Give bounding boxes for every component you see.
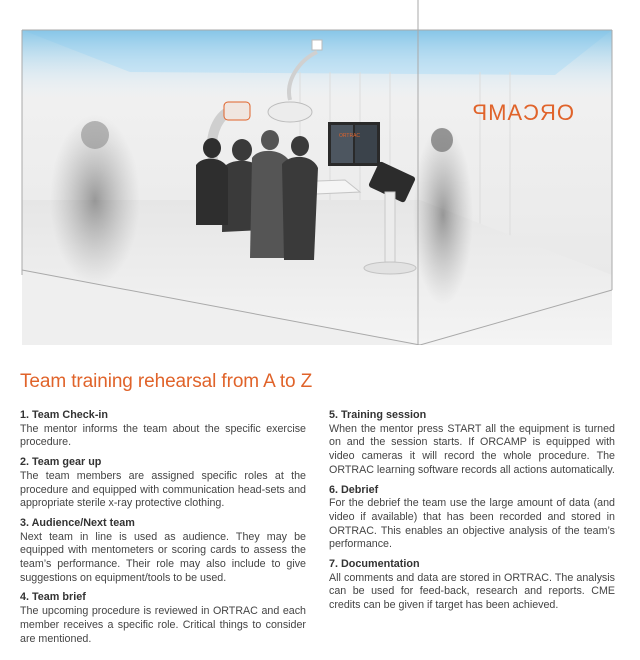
steps-column-left [20,409,306,652]
step-heading: 5. Training session [329,409,427,421]
step-training-session [329,409,615,478]
step-team-gear-up [20,456,306,511]
orcamp-logo: ORCAMP [471,100,574,125]
step-heading: 1. Team Check-in [20,409,109,421]
step-text: For the debrief the team use the large amount of data (and video if available) that has been recorded and stored in ORTRAC. This enables an objective analysis of the team’s performance. [329,497,615,551]
surgical-lamp [268,102,312,122]
step-text: The upcoming procedure is reviewed in ORTRAC and each member receives a specific role. Critical things to consider are mentioned. [20,605,306,645]
ceiling-fixture [312,40,322,50]
step-text: When the mentor press START all the equipment is turned on and the session starts. If ORCAMP is equipped with video cameras it will record the whole procedure. The ORTRAC learning software records all actions automatically. [329,422,615,476]
step-heading: 7. Documentation [329,558,420,571]
step-heading: 6. Debrief [329,483,379,496]
step-audience-next-team [20,517,306,586]
step-debrief [329,484,615,553]
steps-column-right [329,409,615,619]
monitor-label: ORTRAC [339,133,361,139]
step-text: The mentor informs the team about the specific exercise procedure. [20,422,306,449]
step-text: The team members are assigned specific roles at the procedure and equipped with communication head-sets and appropriate sterile x-ray protective clothing. [20,469,306,510]
step-text: Next team in line is used as audience. They may be equipped with mentometers or scoring cards to assess the team’s performance. Their role may also include to give suggestions on equipment/tools to be used. [20,530,306,584]
page-title: Team training rehearsal from A to Z [20,371,313,392]
step-heading: 3. Audience/Next team [20,516,135,529]
step-text: All comments and data are stored in ORTRAC. The analysis can be used for feed-back, research and reports. CME credits can be given if target has been achieved. [329,571,615,612]
step-heading: 2. Team gear up [20,456,102,469]
step-team-check-in [20,409,306,450]
c-arm-head [224,102,250,120]
step-heading: 4. Team brief [20,591,86,604]
step-team-brief [20,591,306,646]
step-documentation [329,558,615,613]
